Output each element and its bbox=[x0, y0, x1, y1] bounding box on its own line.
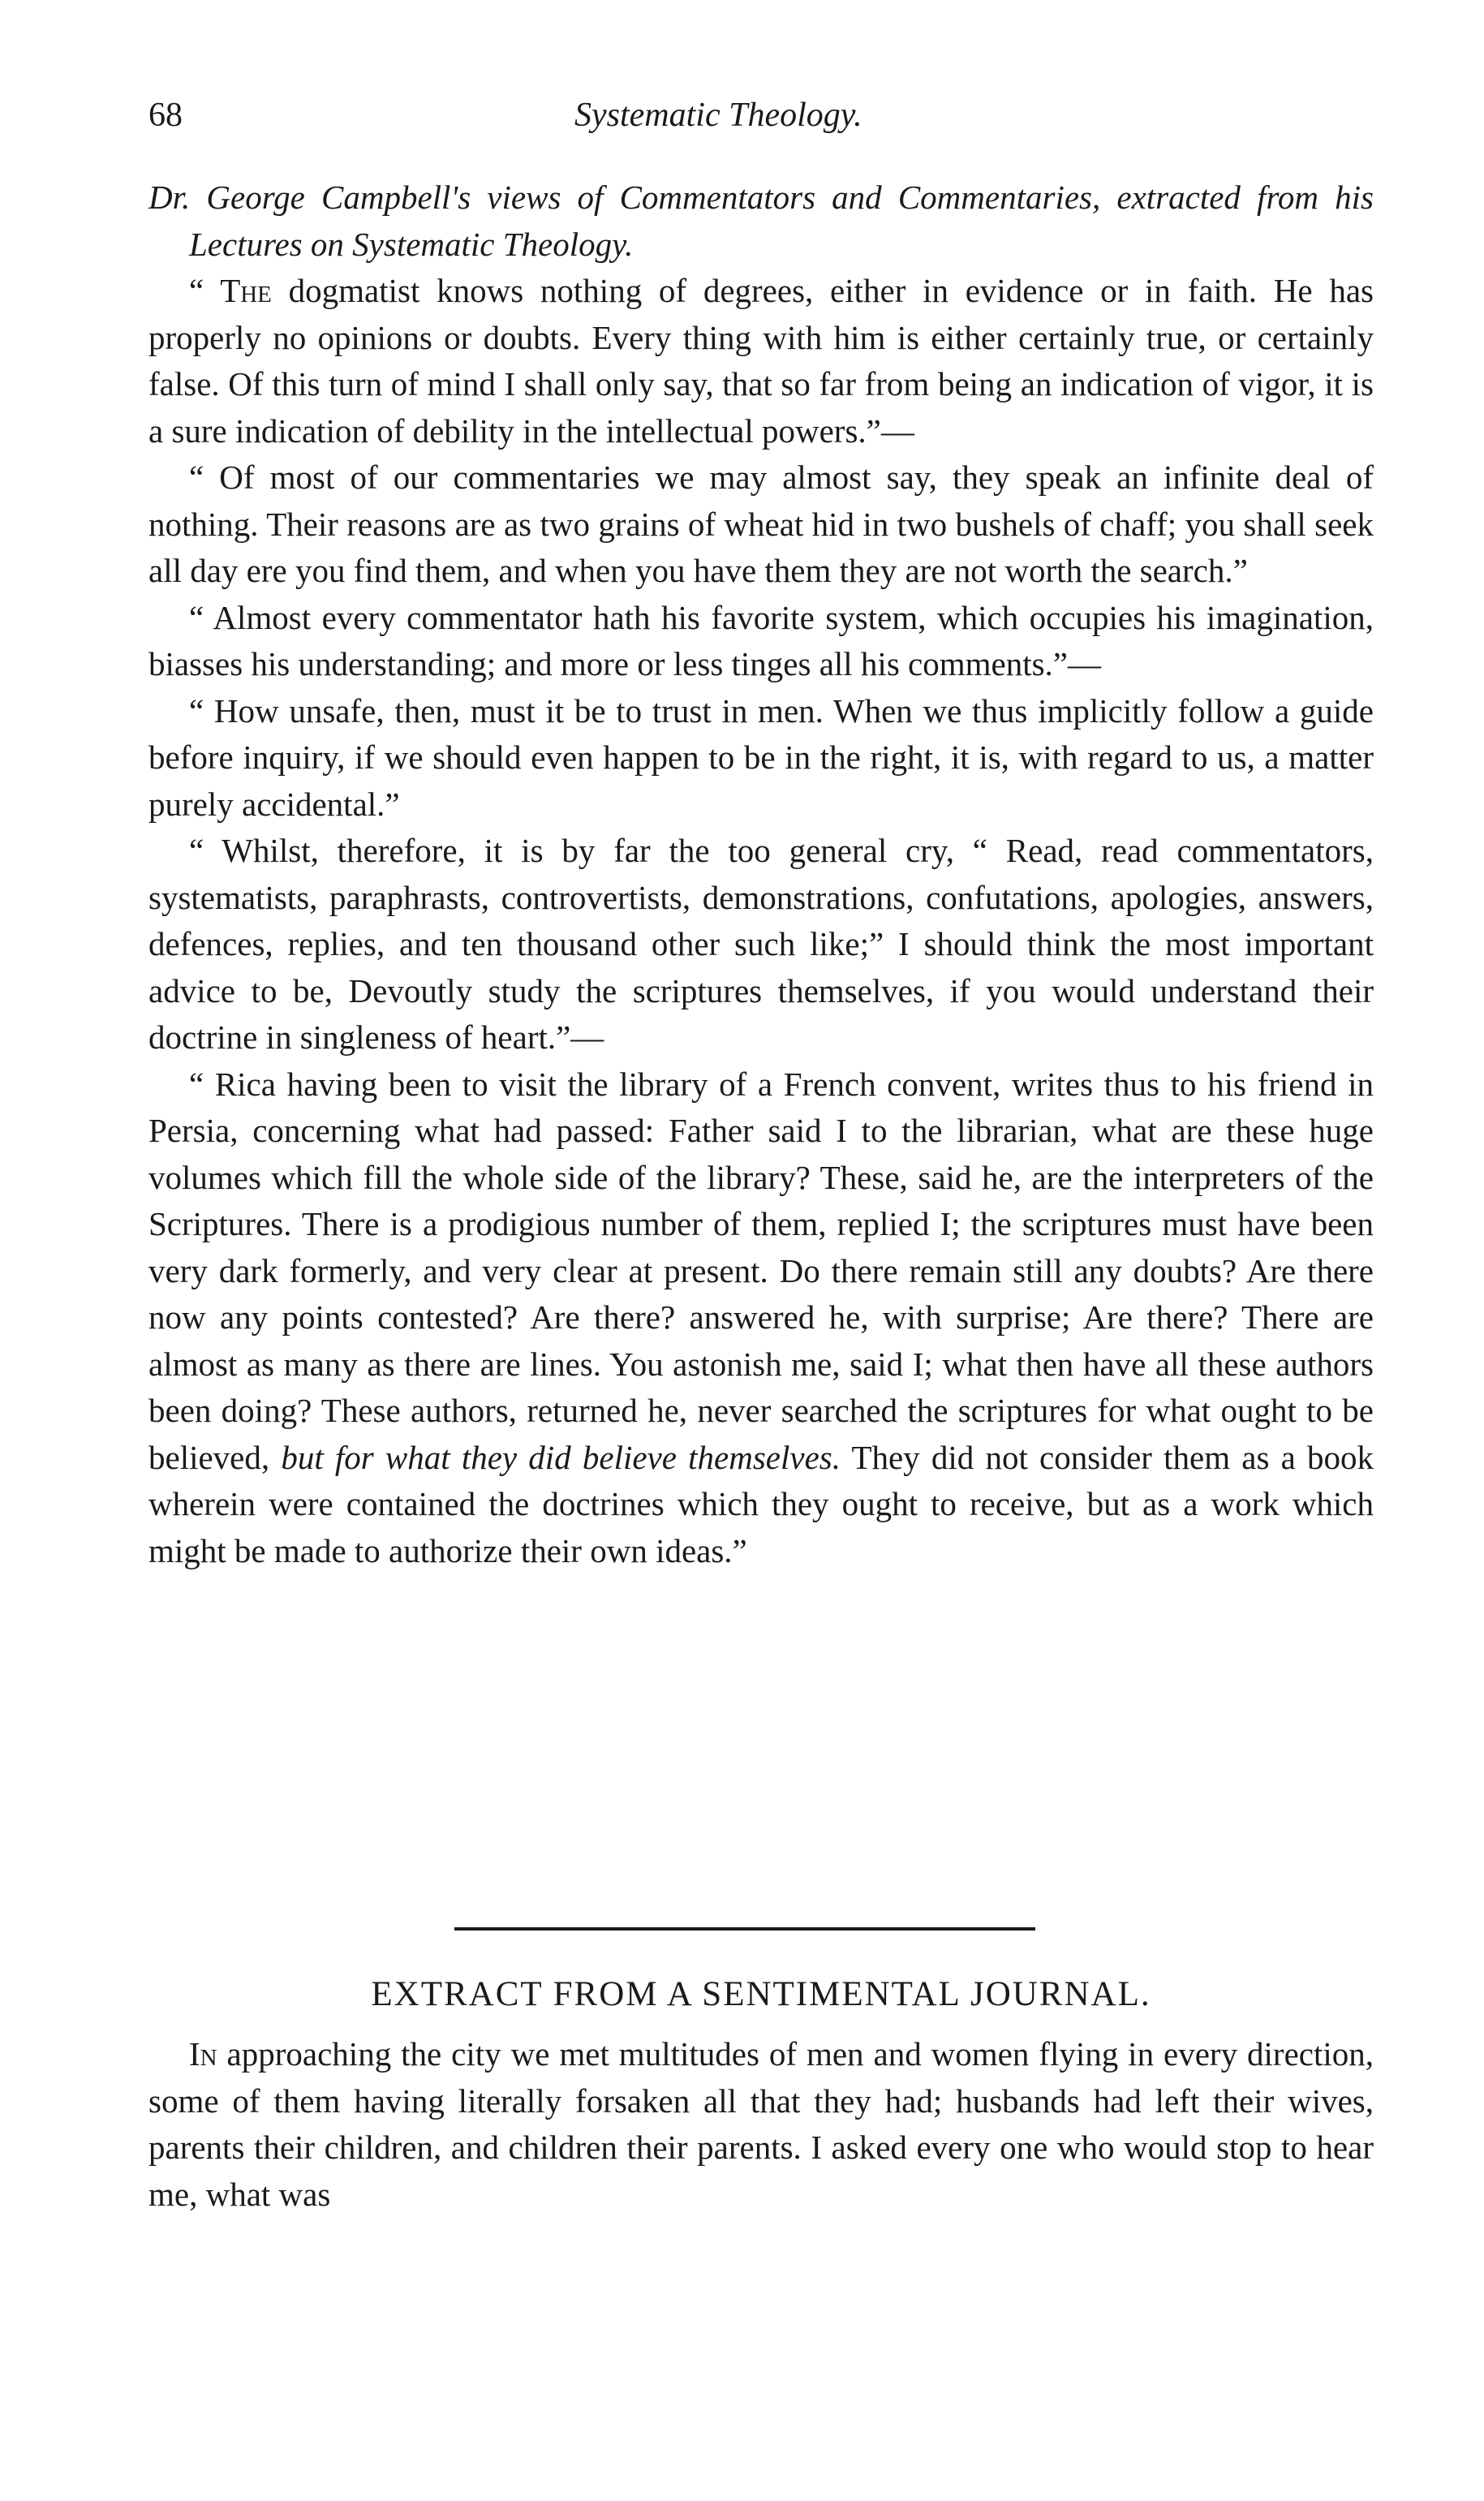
paragraph-favorite-system: “ Almost every commentator hath his favorite system, which occupies his imagination, biasses his understanding; and more or less tinges all his comments.”— bbox=[148, 598, 1374, 682]
paragraph-general-cry: “ Whilst, therefore, it is by far the too general cry, “ Read, read commentators, systematists, paraphrasts, controvertists, demonstrations, confutations, apologies, answers, defences, replies, and ten thousand other such like;” I should think the most important advice to be, Devoutly study the scriptures themselves, if you would understand their doctrine in singleness of heart.”— bbox=[148, 832, 1374, 1056]
second-article-heading: EXTRACT FROM A SENTIMENTAL JOURNAL. bbox=[371, 1975, 1151, 2013]
article-heading: Dr. George Campbell's views of Commentators and Commentaries, extracted from his Lectures on Systematic Theology. bbox=[148, 179, 1374, 263]
running-head bbox=[148, 96, 1366, 144]
paragraph-approaching-city bbox=[148, 2031, 1374, 2218]
paragraph-rica bbox=[148, 1061, 1374, 1575]
paragraph-text-end: They did not consider them as a book wherein were contained the doctrines which they ought to receive, but as a work which might be made to authorize their own ideas.” bbox=[148, 1438, 1374, 1569]
second-article-body bbox=[148, 2031, 1374, 2218]
paragraph-dogmatist bbox=[148, 268, 1374, 454]
article-body bbox=[148, 174, 1374, 1574]
paragraph-text: “ Rica having been to visit the library of a French convent, writes thus to his friend in Persia, concerning what had passed: Father said I to the librarian, what are these huge volumes which fill the whole side of the library? These, said he, are the interpreters of the Scriptures. There is a prodigious number of them, replied I; the scriptures must have been very dark formerly, and very clear at present. Do there remain still any doubts? Are there now any points contested? Are there? answered he, with surprise; Are there? There are almost as many as there are lines. You astonish me, said I; what then have all these authors been doing? These authors, returned he, never searched the scriptures for what ought to be believed, bbox=[148, 1065, 1374, 1476]
running-title: Systematic Theology. bbox=[574, 97, 862, 134]
paragraph-commentaries: “ Of most of our commentaries we may almost say, they speak an infinite deal of nothing. Their reasons are as two grains of wheat hid in two bushels of chaff; you shall seek all day ere you find them, and when you have them they are not worth the search.” bbox=[148, 458, 1374, 589]
paragraph-text: approaching the city we met multitudes of men and women flying in every direction, some of them having literally forsaken all that they had; husbands had left their wives, parents their children, and children their parents. I asked every one who would stop to hear me, what was bbox=[148, 2035, 1374, 2213]
page-number: 68 bbox=[148, 97, 183, 134]
paragraph-lead: In bbox=[189, 2035, 217, 2073]
paragraph-text: dogmatist knows nothing of degrees, either in evidence or in faith. He has properly no opinions or doubts. Every thing with him is either certainly true, or certainly false. Of this turn of mind I shall only say, that so far from being an indication of vigor, it is a sure indication of debility in the intellectual powers.”— bbox=[148, 272, 1374, 450]
section-divider bbox=[454, 1927, 1035, 1931]
paragraph-emphasis: but for what they did believe themselves. bbox=[281, 1438, 841, 1476]
paragraph-lead: “ The bbox=[189, 272, 272, 309]
paragraph-trust-in-men: “ How unsafe, then, must it be to trust in men. When we thus implicitly follow a guide before inquiry, if we should even happen to be in the right, it is, with regard to us, a matter purely accidental.” bbox=[148, 691, 1374, 823]
